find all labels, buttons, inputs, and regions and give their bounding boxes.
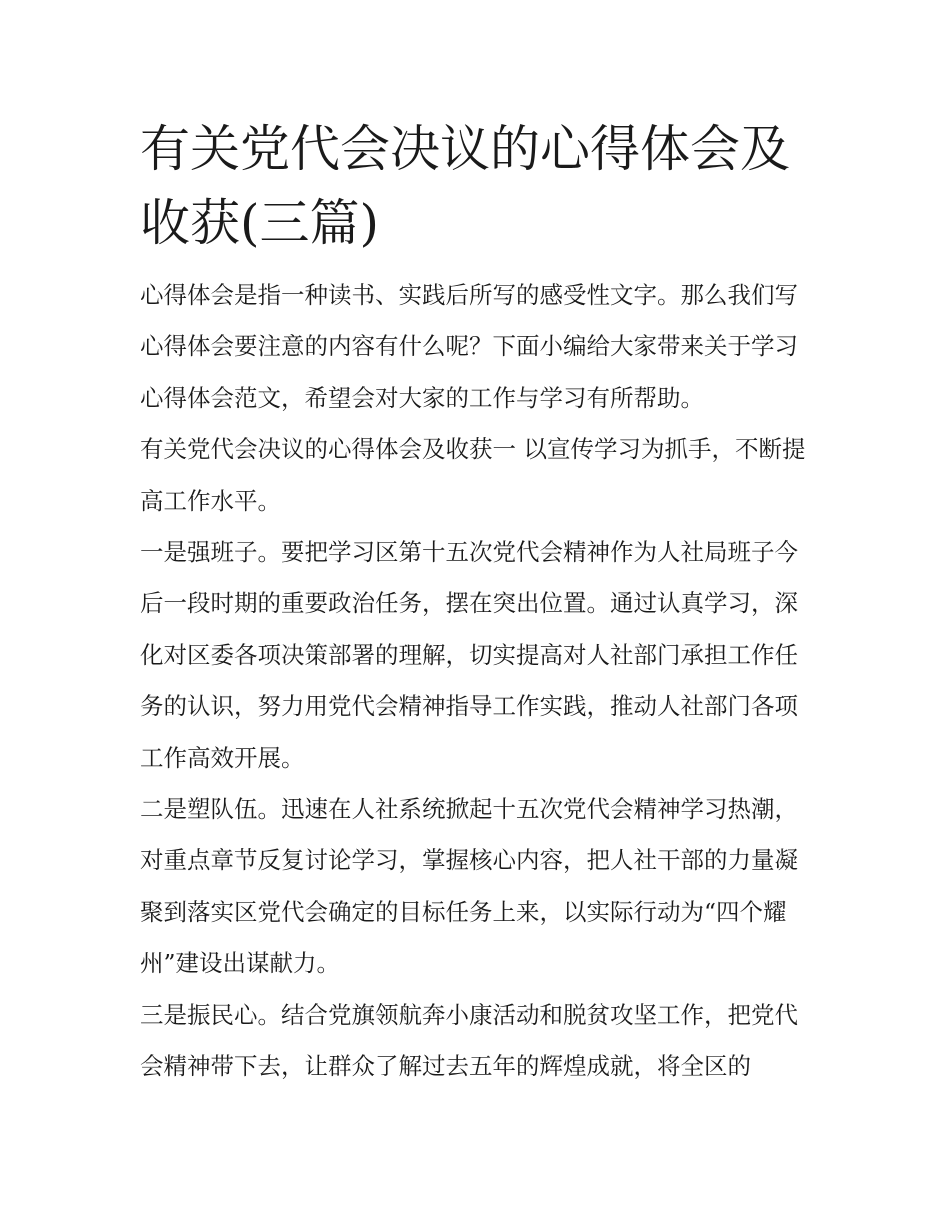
paragraph-intro: 心得体会是指一种读书、实践后所写的感受性文字。那么我们写心得体会要注意的内容有什么呢？下面小编给大家带来关于学习心得体会范文，希望会对大家的工作与学习有所帮助。 <box>140 281 798 412</box>
document-body <box>140 112 820 1093</box>
paragraph-section-one-heading: 有关党代会决议的心得体会及收获一 以宣传学习为抓手，不断提高工作水平。 <box>140 435 806 515</box>
paragraph-strengthen-team: 一是强班子。要把学习区第十五次党代会精神作为人社局班子今后一段时期的重要政治任务，摆在突出位置。通过认真学习，深化对区委各项决策部署的理解，切实提高对人社部门承担工作任务的认识，努力用党代会精神指导工作实践，推动人社部门各项工作高效开展。 <box>140 538 798 772</box>
document-title: 有关党代会决议的心得体会及收获(三篇) <box>140 120 790 252</box>
paragraph-build-staff: 二是塑队伍。迅速在人社系统掀起十五次党代会精神学习热潮，对重点章节反复讨论学习，掌握核心内容，把人社干部的力量凝聚到落实区党代会确定的目标任务上来，以实际行动为“四个耀州”建设出谋献力。 <box>140 795 798 978</box>
paragraph-boost-morale: 三是振民心。结合党旗领航奔小康活动和脱贫攻坚工作，把党代会精神带下去，让群众了解过去五年的辉煌成就，将全区的 <box>140 1000 798 1081</box>
